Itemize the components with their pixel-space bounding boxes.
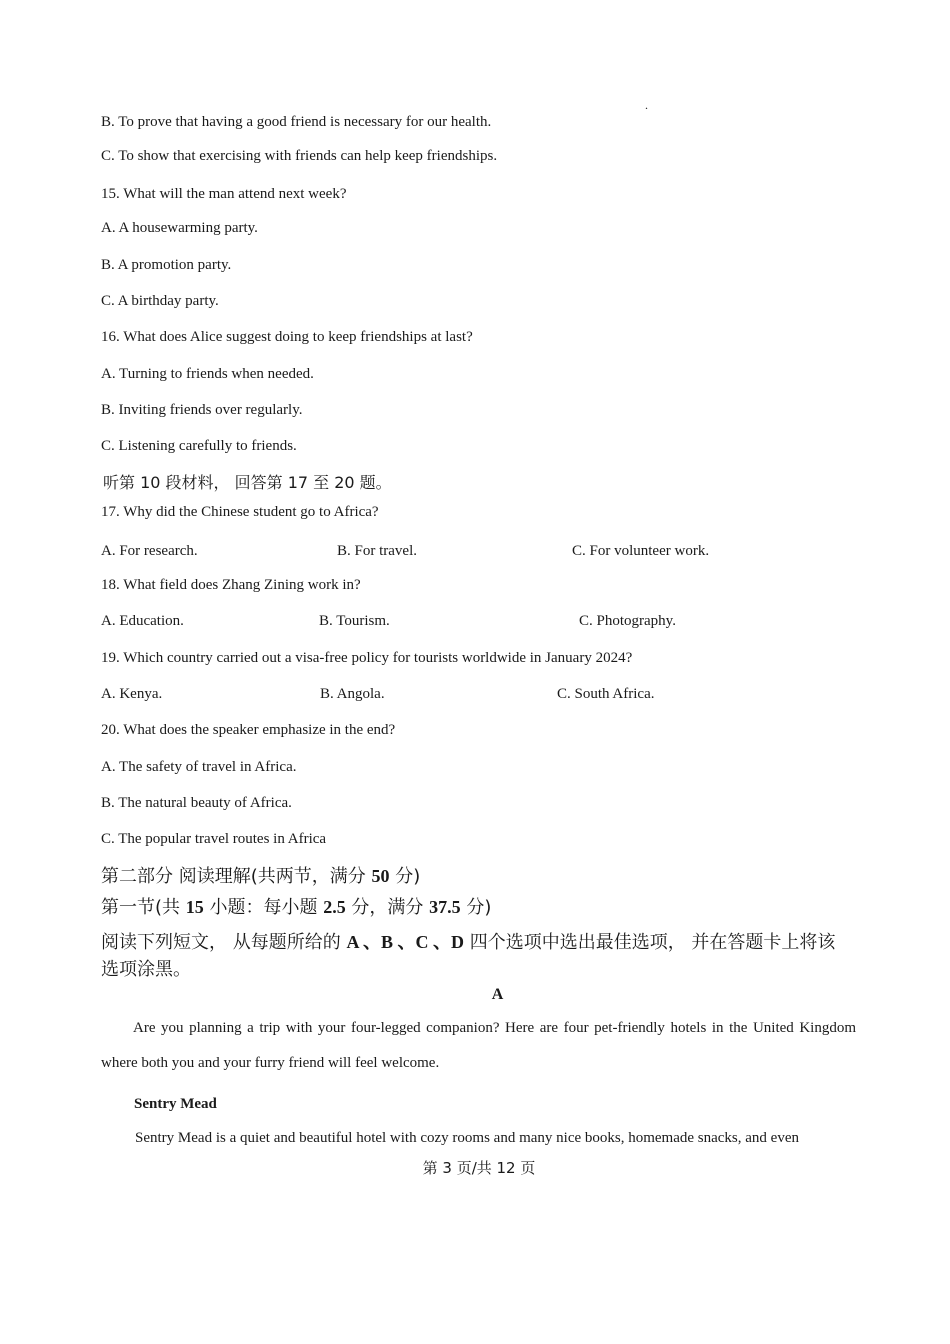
q17-option-c: C. For volunteer work. <box>572 543 710 559</box>
section10-instruction: 听第 10 段材料， 回答第 17 至 20 题。 <box>103 473 392 492</box>
q20-question: 20. What does the speaker emphasize in the end? <box>101 722 396 738</box>
q19-option-b: B. Angola. <box>320 686 385 702</box>
section1-prefix: 第一节(共 <box>101 897 186 918</box>
section1-count: 15 <box>185 897 204 917</box>
q16-question: 16. What does Alice suggest doing to keep friendships at last? <box>101 329 473 345</box>
section1-suffix: 分) <box>460 897 492 918</box>
q17-option-a: A. For research. <box>101 543 198 559</box>
q19-option-a: A. Kenya. <box>101 686 163 702</box>
instruction-letters: A 、B 、C 、D <box>346 932 464 952</box>
passage-a-intro: Are you planning a trip with your four-legged companion? Here are four pet-friendly hotels in the United Kingdom where both you and your furry friend will feel welcome. <box>101 1020 856 1071</box>
q18-option-b: B. Tourism. <box>319 613 390 629</box>
reading-instruction-line1 <box>101 931 835 954</box>
q18-option-c: C. Photography. <box>579 613 676 629</box>
q15-option-a: A. A housewarming party. <box>101 220 258 236</box>
q17-option-b: B. For travel. <box>337 543 417 559</box>
q19-question: 19. Which country carried out a visa-free policy for tourists worldwide in January 2024? <box>101 650 633 666</box>
page-footer: 第 3 页/共 12 页 <box>422 1159 536 1177</box>
part2-title-suffix: 分) <box>389 866 421 887</box>
part2-title-score: 50 <box>371 866 390 886</box>
q15-question: 15. What will the man attend next week? <box>101 186 347 202</box>
section1-total: 37.5 <box>429 897 461 917</box>
hotel-sentry-mead-text: Sentry Mead is a quiet and beautiful hotel with cozy rooms and many nice books, homemade snacks, and even <box>135 1130 799 1146</box>
q17-question: 17. Why did the Chinese student go to Africa? <box>101 504 379 520</box>
q15-option-b: B. A promotion party. <box>101 257 232 273</box>
q14-option-c: C. To show that exercising with friends can help keep friendships. <box>101 148 498 164</box>
q18-option-a: A. Education. <box>101 613 184 629</box>
section1-mid1: 小题：每小题 <box>203 897 324 918</box>
q19-option-c: C. South Africa. <box>557 686 655 702</box>
q16-option-b: B. Inviting friends over regularly. <box>101 402 303 418</box>
q20-option-b: B. The natural beauty of Africa. <box>101 795 292 811</box>
section1-mid2: 分，满分 <box>345 897 430 918</box>
q18-question: 18. What field does Zhang Zining work in? <box>101 577 361 593</box>
q14-option-b: B. To prove that having a good friend is necessary for our health. <box>101 114 492 130</box>
q15-option-c: C. A birthday party. <box>101 293 219 309</box>
q20-option-c: C. The popular travel routes in Africa <box>101 831 327 847</box>
q16-option-c: C. Listening carefully to friends. <box>101 438 297 454</box>
section1-title <box>101 896 491 919</box>
q20-option-a: A. The safety of travel in Africa. <box>101 759 297 775</box>
part2-title-prefix: 第二部分 阅读理解(共两节，满分 <box>101 866 372 887</box>
passage-a-label: A <box>491 986 504 1003</box>
instruction-pre: 阅读下列短文， 从每题所给的 <box>101 932 347 953</box>
stray-dot: . <box>645 98 648 112</box>
part2-title <box>101 865 420 888</box>
section1-each: 2.5 <box>323 897 346 917</box>
q16-option-a: A. Turning to friends when needed. <box>101 366 314 382</box>
instruction-post: 四个选项中选出最佳选项， 并在答题卡上将该 <box>463 932 836 953</box>
reading-instruction-line2: 选项涂黑。 <box>101 959 191 980</box>
hotel-sentry-mead-title: Sentry Mead <box>134 1096 217 1112</box>
